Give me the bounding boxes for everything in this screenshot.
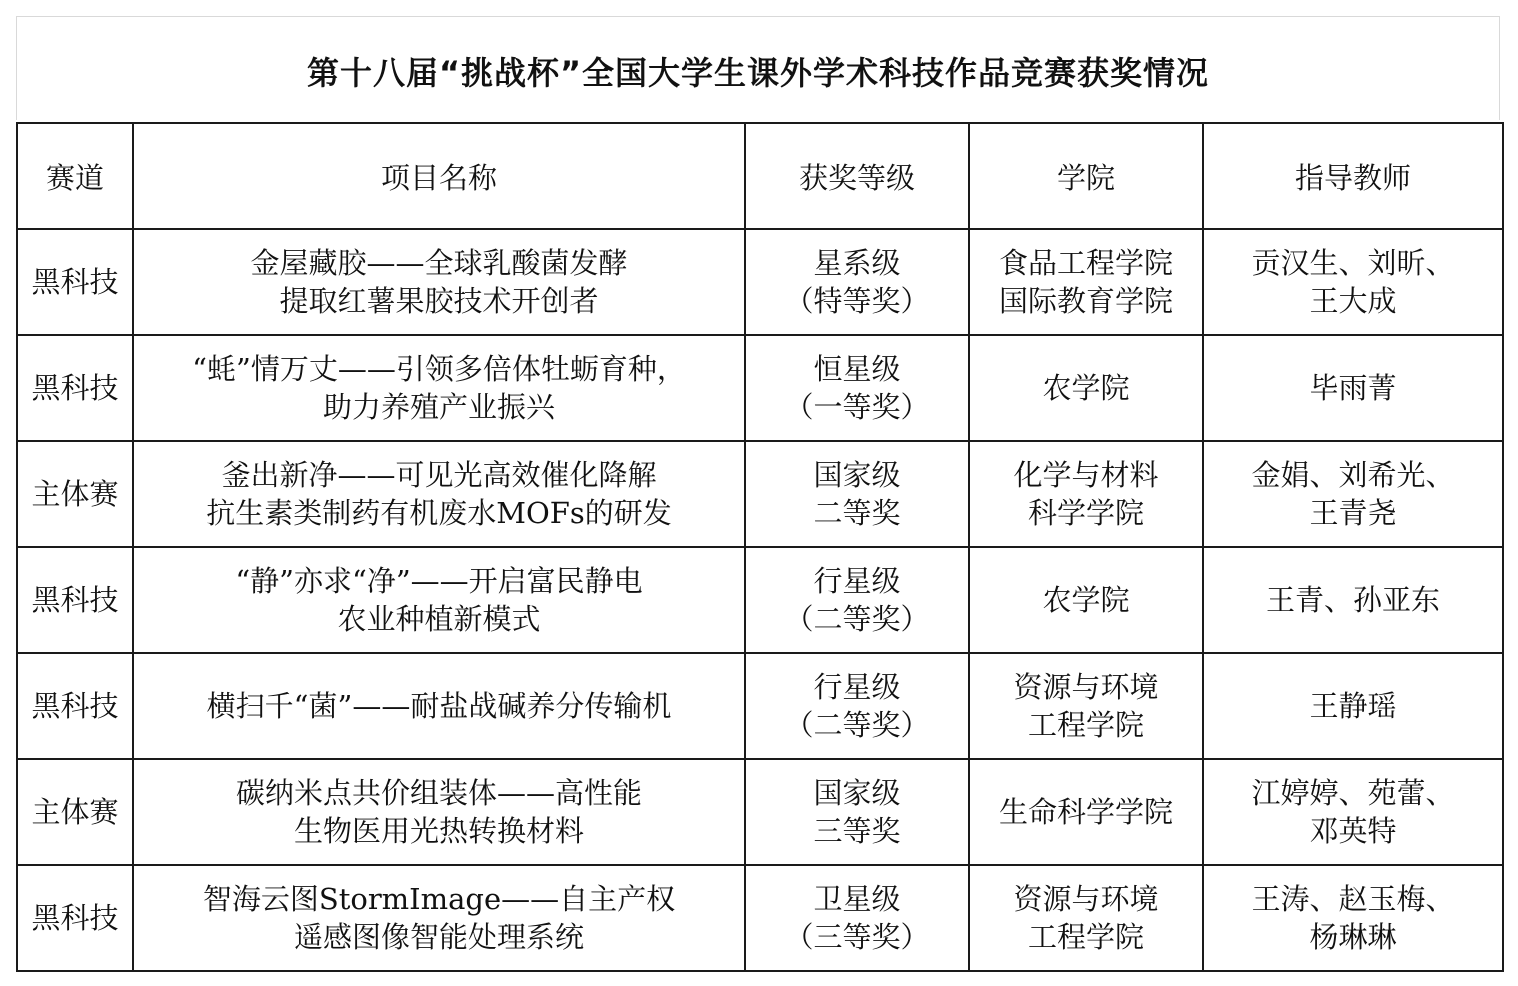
cell-level-line: 行星级 <box>813 564 901 598</box>
cell-level-line: （特等奖） <box>784 284 930 318</box>
header-project: 项目名称 <box>133 123 745 229</box>
cell-track: 主体赛 <box>17 759 133 865</box>
cell-project <box>133 547 745 653</box>
cell-level-line: 行星级 <box>813 670 901 704</box>
cell-college <box>969 865 1203 971</box>
cell-college <box>969 759 1203 865</box>
header-advisor: 指导教师 <box>1203 123 1503 229</box>
header-level: 获奖等级 <box>745 123 969 229</box>
cell-project-line: 生物医用光热转换材料 <box>293 814 584 848</box>
cell-level-line: 恒星级 <box>813 352 901 386</box>
cell-level-line: 三等奖 <box>813 814 901 848</box>
cell-project <box>133 759 745 865</box>
cell-advisor-line: 江婷婷、苑蕾、 <box>1251 776 1455 810</box>
page-title: 第十八届“挑战杯”全国大学生课外学术科技作品竞赛获奖情况 <box>306 53 1210 92</box>
cell-advisor-line: 毕雨菁 <box>1309 371 1397 405</box>
cell-project-line: 横扫千“菌”——耐盐战碱养分传输机 <box>206 689 672 723</box>
cell-project-line: 抗生素类制药有机废水MOFs的研发 <box>206 496 672 530</box>
cell-project-line: 碳纳米点共价组装体——高性能 <box>235 776 642 810</box>
cell-advisor <box>1203 759 1503 865</box>
table-row <box>17 653 1503 759</box>
cell-project-line: “蚝”情万丈——引领多倍体牡蛎育种， <box>192 352 686 386</box>
table-row <box>17 229 1503 335</box>
cell-track: 黑科技 <box>17 229 133 335</box>
cell-level-line: 卫星级 <box>813 882 901 916</box>
cell-project-line: 釜出新净——可见光高效催化降解 <box>221 458 657 492</box>
cell-advisor-line: 王涛、赵玉梅、 <box>1251 882 1455 916</box>
cell-level-line: 星系级 <box>813 246 901 280</box>
cell-level <box>745 229 969 335</box>
cell-college-line: 国际教育学院 <box>998 284 1173 318</box>
table-row <box>17 759 1503 865</box>
cell-advisor <box>1203 653 1503 759</box>
cell-college-line: 工程学院 <box>1027 920 1144 954</box>
cell-level-line: （三等奖） <box>784 920 930 954</box>
cell-track: 黑科技 <box>17 335 133 441</box>
cell-college-line: 化学与材料 <box>1013 458 1159 492</box>
cell-advisor-line: 王静瑶 <box>1309 689 1397 723</box>
cell-college-line: 食品工程学院 <box>998 246 1173 280</box>
cell-level-line: （一等奖） <box>784 390 930 424</box>
cell-project-line: “静”亦求“净”——开启富民静电 <box>235 564 643 598</box>
cell-college-line: 工程学院 <box>1027 708 1144 742</box>
cell-project <box>133 441 745 547</box>
cell-track: 黑科技 <box>17 865 133 971</box>
cell-track: 黑科技 <box>17 547 133 653</box>
cell-project-line: 助力养殖产业振兴 <box>322 390 555 424</box>
cell-advisor-line: 杨琳琳 <box>1309 920 1397 954</box>
table-row <box>17 441 1503 547</box>
cell-college <box>969 653 1203 759</box>
cell-level-line: （二等奖） <box>784 602 930 636</box>
cell-level <box>745 759 969 865</box>
cell-college-line: 科学学院 <box>1027 496 1144 530</box>
cell-college-line: 生命科学学院 <box>998 795 1173 829</box>
cell-advisor <box>1203 441 1503 547</box>
cell-level <box>745 865 969 971</box>
cell-advisor <box>1203 547 1503 653</box>
title-box <box>16 16 1500 120</box>
cell-advisor <box>1203 865 1503 971</box>
cell-college-line: 资源与环境 <box>1013 670 1159 704</box>
cell-college-line: 农学院 <box>1042 583 1130 617</box>
cell-advisor-line: 王青尧 <box>1309 496 1397 530</box>
cell-college <box>969 547 1203 653</box>
cell-level <box>745 653 969 759</box>
header-track: 赛道 <box>17 123 133 229</box>
cell-project-line: 金屋藏胶——全球乳酸菌发酵 <box>250 246 628 280</box>
cell-college <box>969 229 1203 335</box>
cell-track: 主体赛 <box>17 441 133 547</box>
cell-advisor-line: 王大成 <box>1309 284 1397 318</box>
table-row <box>17 865 1503 971</box>
cell-advisor <box>1203 335 1503 441</box>
cell-project-line: 提取红薯果胶技术开创者 <box>279 284 599 318</box>
cell-project <box>133 335 745 441</box>
cell-advisor-line: 邓英特 <box>1309 814 1397 848</box>
table-row <box>17 335 1503 441</box>
cell-level <box>745 441 969 547</box>
cell-college <box>969 335 1203 441</box>
cell-level-line: 二等奖 <box>813 496 901 530</box>
header-college: 学院 <box>969 123 1203 229</box>
cell-college <box>969 441 1203 547</box>
cell-project-line: 农业种植新模式 <box>337 602 541 636</box>
cell-project-line: 智海云图StormImage——自主产权 <box>202 882 676 916</box>
cell-college-line: 资源与环境 <box>1013 882 1159 916</box>
cell-college-line: 农学院 <box>1042 371 1130 405</box>
awards-table <box>16 122 1504 972</box>
table-row <box>17 547 1503 653</box>
cell-level-line: 国家级 <box>813 458 901 492</box>
cell-level <box>745 547 969 653</box>
cell-level <box>745 335 969 441</box>
cell-level-line: （二等奖） <box>784 708 930 742</box>
table-header-row <box>17 123 1503 229</box>
cell-level-line: 国家级 <box>813 776 901 810</box>
cell-advisor <box>1203 229 1503 335</box>
cell-project-line: 遥感图像智能处理系统 <box>293 920 584 954</box>
cell-project <box>133 865 745 971</box>
cell-advisor-line: 金娟、刘希光、 <box>1251 458 1455 492</box>
cell-track: 黑科技 <box>17 653 133 759</box>
cell-advisor-line: 王青、孙亚东 <box>1265 583 1440 617</box>
cell-advisor-line: 贡汉生、刘昕、 <box>1251 246 1455 280</box>
cell-project <box>133 229 745 335</box>
cell-project <box>133 653 745 759</box>
